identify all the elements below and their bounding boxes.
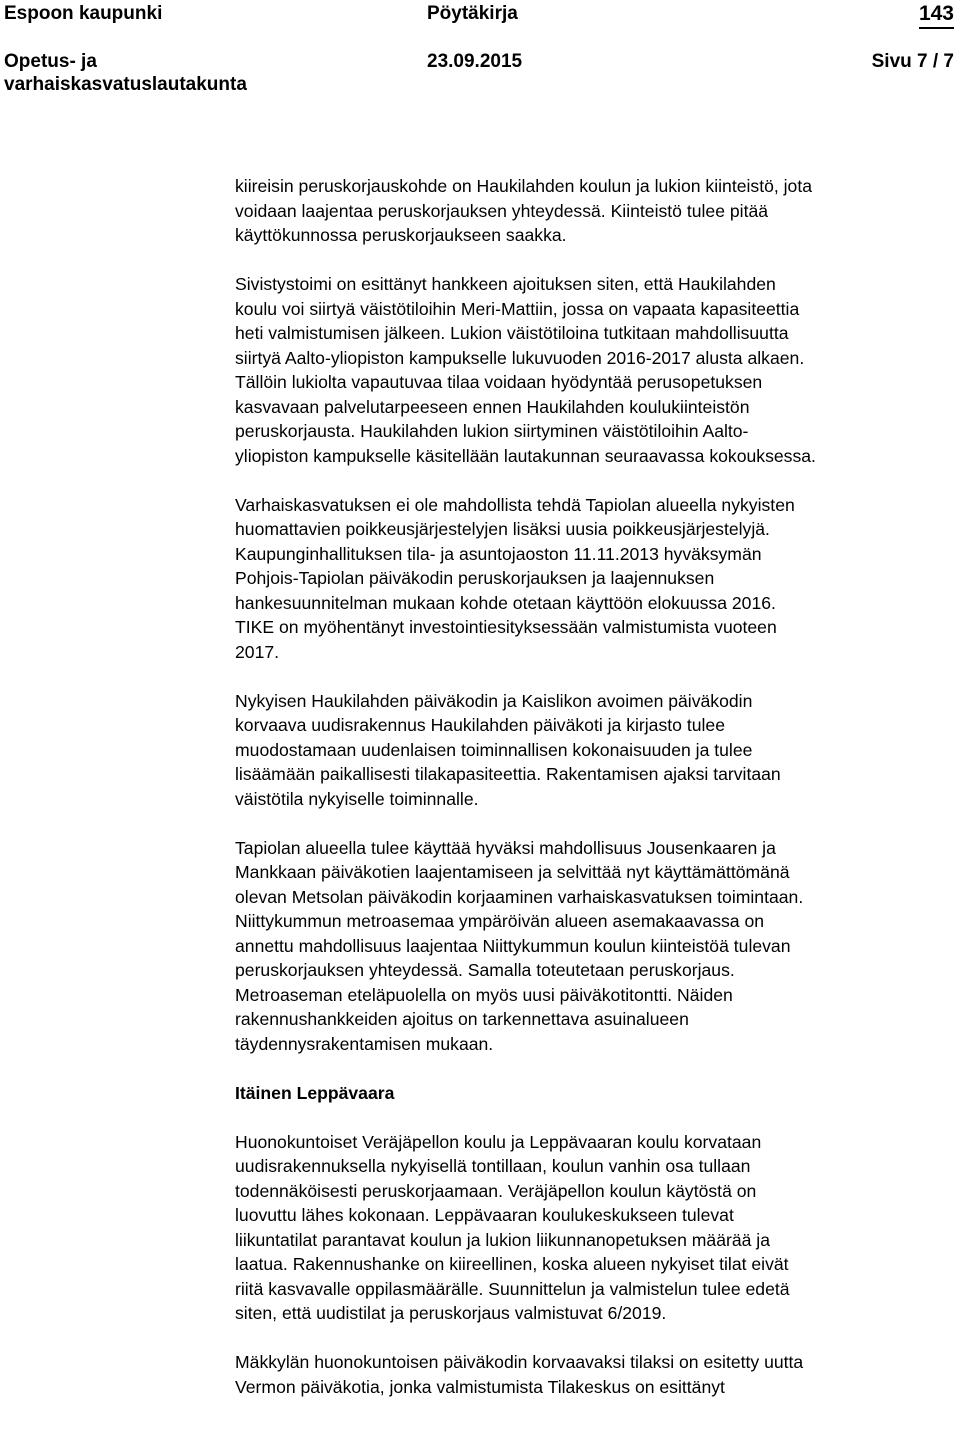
text-line: liikuntatilat parantavat koulun ja lukion liikunnanopetuksen määrää ja [235, 1229, 770, 1250]
paragraph [235, 272, 957, 468]
text-line: Kaupunginhallituksen tila- ja asuntojaoston 11.11.2013 hyväksymän [235, 543, 762, 564]
document-type: Pöytäkirja [427, 3, 518, 24]
text-line: olevan Metsolan päiväkodin korjaaminen varhaiskasvatuksen toimintaan. [235, 886, 804, 907]
committee-name [4, 50, 247, 96]
committee-name-line2: varhaiskasvatuslautakunta [4, 74, 247, 95]
text-line: käyttökunnossa peruskorjaukseen saakka. [235, 225, 567, 245]
text-line: korvaava uudisrakennus Haukilahden päiväkoti ja kirjasto tulee [235, 715, 725, 735]
text-line: peruskorjauksen yhteydessä. Samalla toteutetaan peruskorjaus. [235, 960, 735, 980]
text-line: Niittykummun metroasemaa ympäröivän alueen asemakaavassa on [235, 911, 765, 931]
text-line: Tapiolan alueella tulee käyttää hyväksi mahdollisuus Jousenkaaren ja [235, 837, 776, 858]
text-line: siirtyä Aalto-yliopiston kampukselle lukuvuoden 2016-2017 alusta alkaen. [235, 347, 805, 368]
document-body [235, 174, 957, 1424]
text-line: Mäkkylän huonokuntoisen päiväkodin korvaavaksi tilaksi on esitetty uutta [235, 1352, 804, 1372]
text-line: luovuttu lähes kokonaan. Leppävaaran koulukeskukseen tulevat [235, 1205, 734, 1225]
text-line: Mankkaan päiväkotien laajentamiseen ja selvittää nyt käyttämättömänä [235, 862, 790, 882]
paragraph [235, 1130, 957, 1326]
text-line: Tällöin lukiolta vapautuvaa tilaa voidaan hyödyntää perusopetuksen [235, 372, 763, 392]
paragraph [235, 493, 957, 665]
text-line: Huonokuntoiset Veräjäpellon koulu ja Leppävaaran koulu korvataan [235, 1131, 762, 1152]
text-line: kasvavaan palvelutarpeeseen ennen Haukilahden koulukiinteistön [235, 396, 750, 417]
section-heading: Itäinen Leppävaara [235, 1082, 395, 1103]
text-line: muodostamaan uudenlaisen toiminnallisen kokonaisuuden ja tulee [235, 739, 753, 760]
text-line: siten, että uudistilat ja peruskorjaus valmistuvat 6/2019. [235, 1303, 667, 1323]
text-line: yliopiston kampukselle käsitellään lautakunnan seuraavassa kokouksessa. [235, 445, 816, 466]
text-line: Vermon päiväkotia, jonka valmistumista Tilakeskus on esittänyt [235, 1376, 725, 1397]
section-number: 143 [919, 2, 954, 29]
text-line: Nykyisen Haukilahden päiväkodin ja Kaislikon avoimen päiväkodin [235, 690, 753, 711]
paragraph [235, 174, 957, 248]
text-line: peruskorjausta. Haukilahden lukion siirtyminen väistötiloihin Aalto- [235, 421, 749, 441]
paragraph [235, 836, 957, 1057]
text-line: TIKE on myöhentänyt investointiesityksessään valmistumista vuoteen [235, 617, 777, 637]
text-line: 2017. [235, 641, 280, 662]
text-line: annettu mahdollisuus laajentaa Niittykummun koulun kiinteistöä tulevan [235, 935, 791, 956]
text-line: koulu voi siirtyä väistötiloihin Meri-Mattiin, jossa on vapaata kapasiteettia [235, 298, 800, 319]
text-line: riitä kasvavalle oppilasmäärälle. Suunnittelun ja valmistelun tulee edetä [235, 1278, 790, 1299]
paragraph [235, 1350, 957, 1399]
meeting-date: 23.09.2015 [427, 51, 523, 72]
page-header [0, 0, 960, 95]
organization-name: Espoon kaupunki [4, 3, 163, 24]
text-line: huomattavien poikkeusjärjestelyjen lisäksi uusia poikkeusjärjestelyjä. [235, 519, 770, 539]
text-line: täydennysrakentamisen mukaan. [235, 1033, 494, 1054]
text-line: laatua. Rakennushanke on kiireellinen, koska alueen nykyiset tilat eivät [235, 1254, 789, 1274]
text-line: todennäköisesti peruskorjaamaan. Veräjäpellon koulun käytöstä on [235, 1180, 757, 1201]
text-line: voidaan laajentaa peruskorjauksen yhteydessä. Kiinteistö tulee pitää [235, 200, 769, 221]
text-line: hankesuunnitelman mukaan kohde otetaan käyttöön elokuussa 2016. [235, 592, 776, 613]
text-line: väistötila nykyiselle toiminnalle. [235, 788, 479, 809]
text-line: rakennushankkeiden ajoitus on tarkennettava asuinalueen [235, 1009, 689, 1029]
text-line: Varhaiskasvatuksen ei ole mahdollista tehdä Tapiolan alueella nykyisten [235, 494, 795, 515]
committee-name-line1: Opetus- ja [4, 51, 97, 72]
page-number: Sivu 7 / 7 [871, 51, 954, 72]
text-line: Sivistystoimi on esittänyt hankkeen ajoituksen siten, että Haukilahden [235, 274, 776, 294]
paragraph [235, 689, 957, 812]
text-line: heti valmistumisen jälkeen. Lukion väistötiloina tutkitaan mahdollisuutta [235, 323, 789, 343]
text-line: Metroaseman eteläpuolella on myös uusi päiväkotitontti. Näiden [235, 984, 733, 1005]
text-line: lisäämään paikallisesti tilakapasiteettia. Rakentamisen ajaksi tarvitaan [235, 764, 781, 784]
text-line: kiireisin peruskorjauskohde on Haukilahden koulun ja lukion kiinteistö, jota [235, 176, 813, 196]
text-line: uudisrakennuksella nykyisellä tontillaan, koulun vanhin osa tullaan [235, 1156, 751, 1176]
text-line: Pohjois-Tapiolan päiväkodin peruskorjauksen ja laajennuksen [235, 568, 715, 588]
